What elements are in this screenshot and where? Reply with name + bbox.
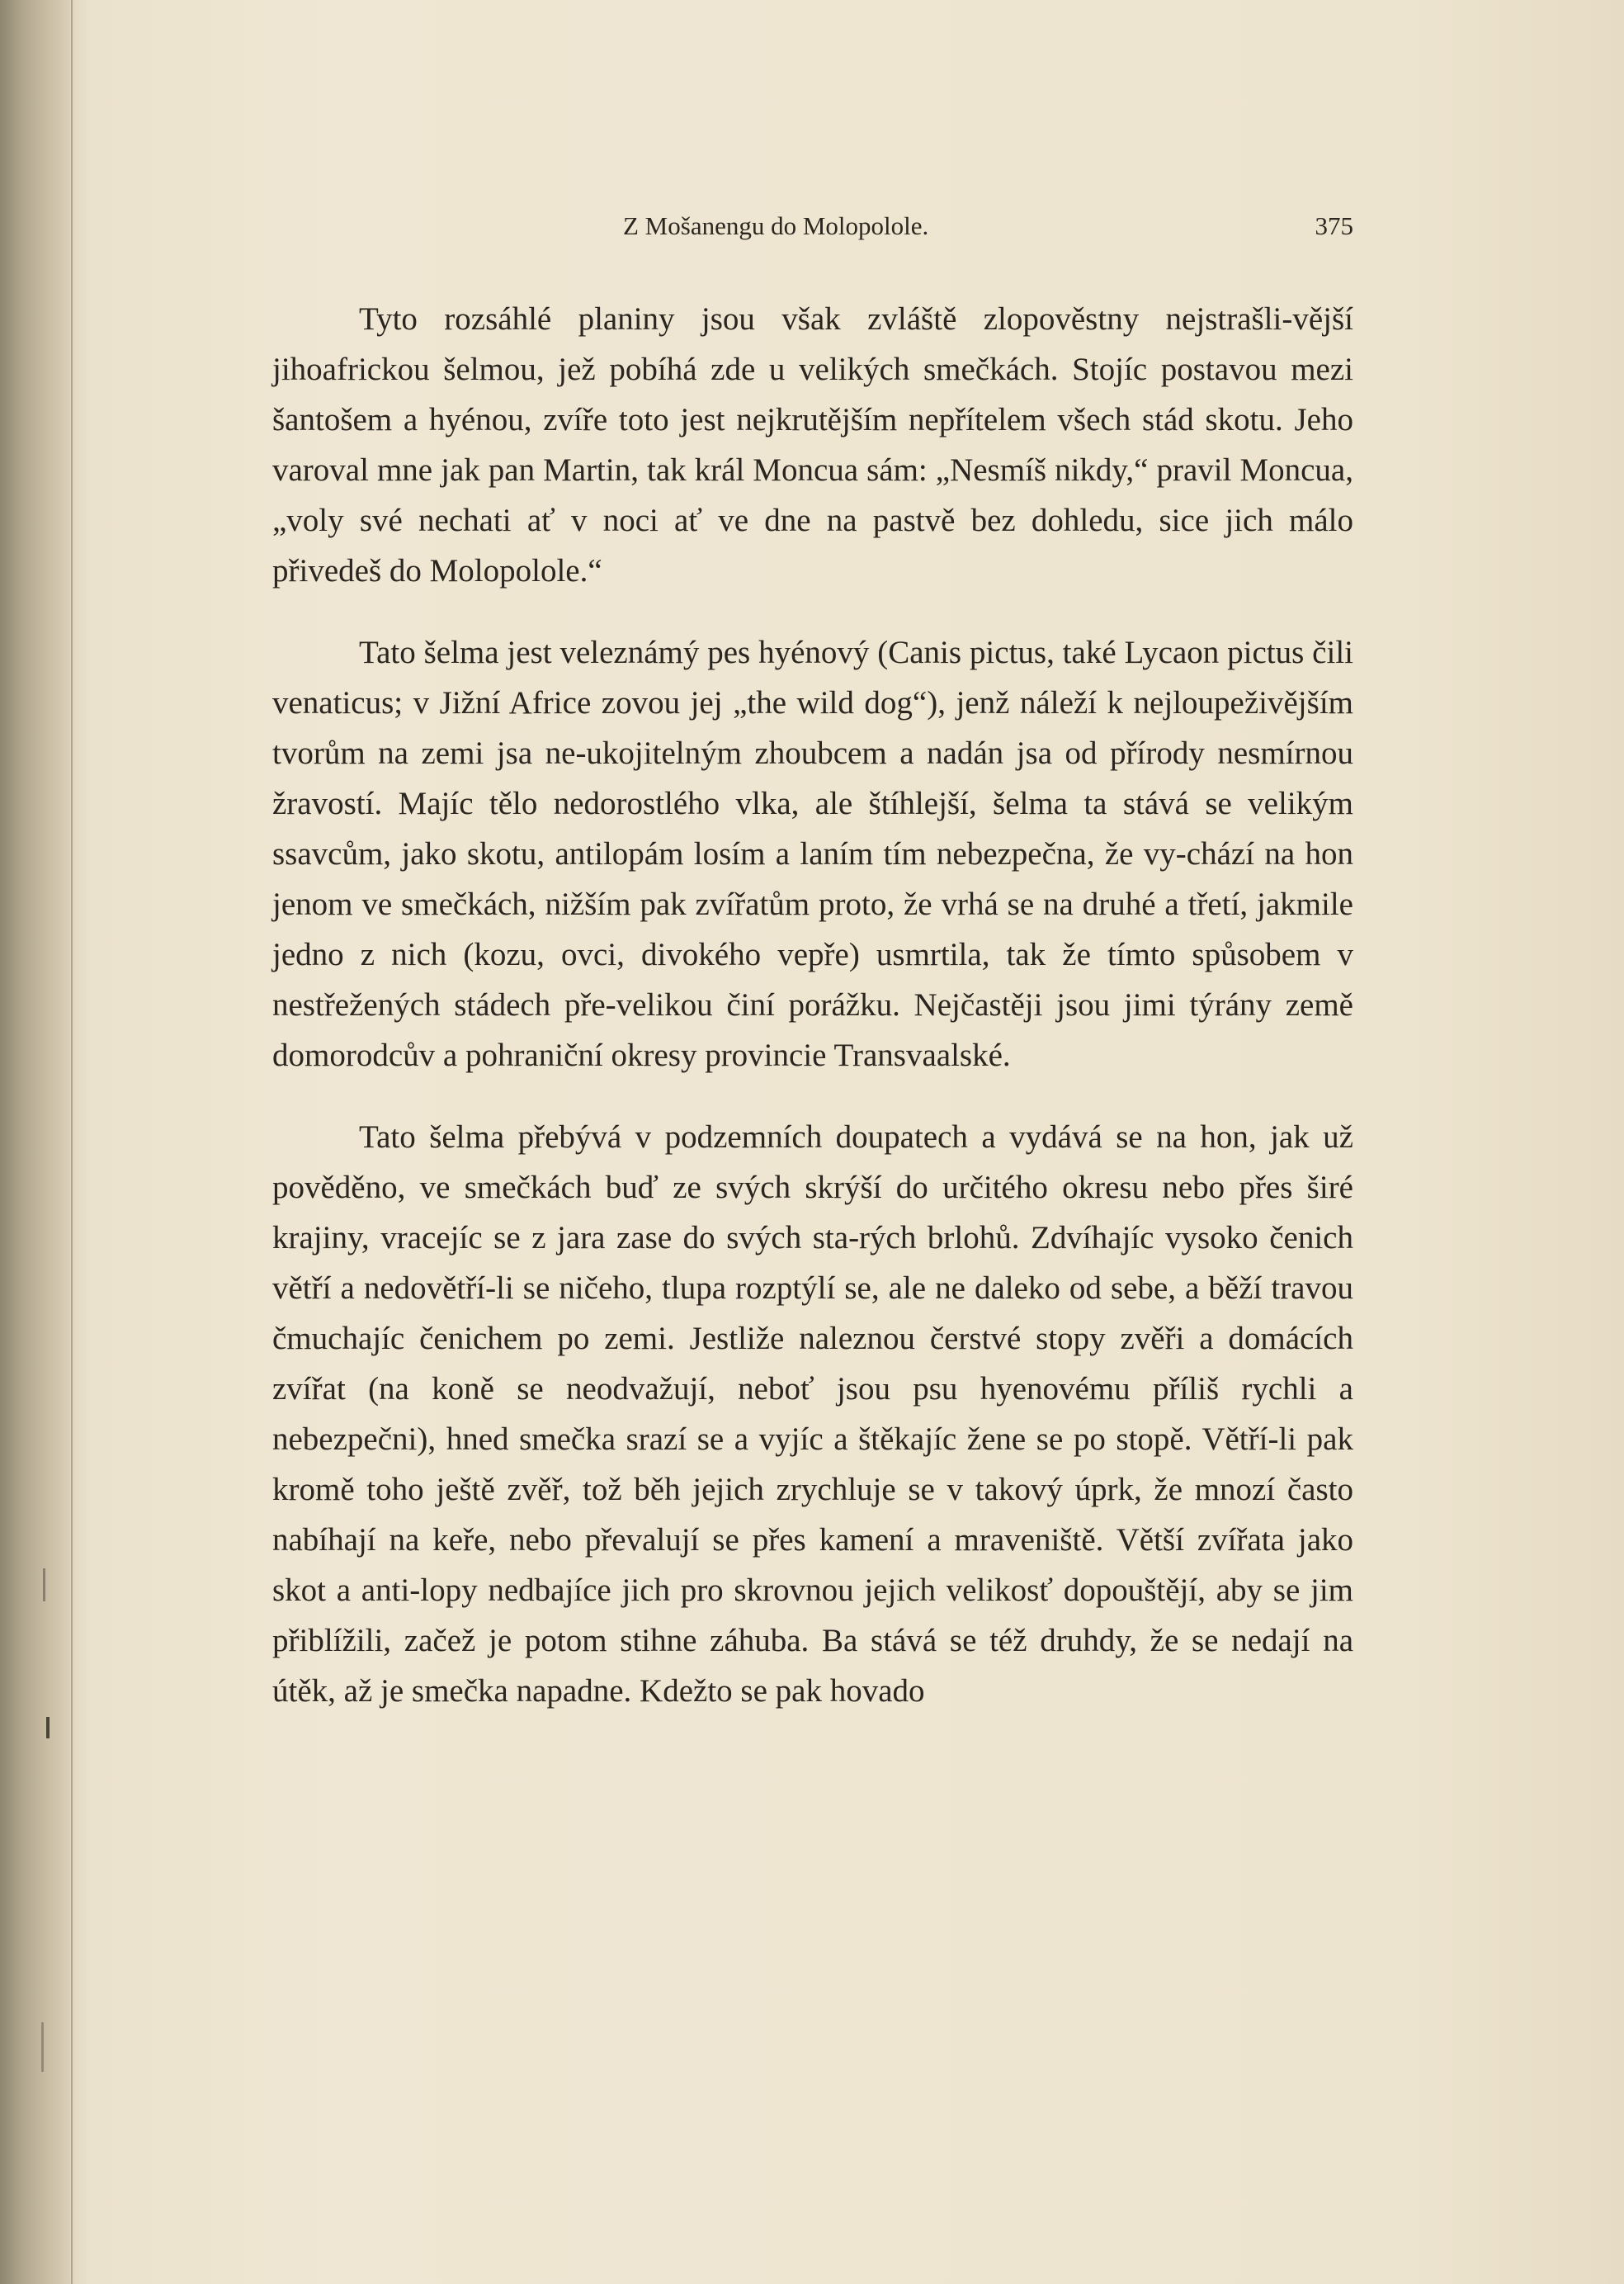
body-text — [272, 294, 1353, 1747]
page-number: 375 — [1315, 211, 1353, 240]
margin-speck — [43, 1568, 45, 1601]
paragraph-2: Tato šelma jest veleznámý pes hyénový (Canis pictus, také Lycaon pictus čili venaticus; v Jižní Africe zovou jej „the wild dog“), jenž náleží k nejloupeživějším tvorům na zemi jsa ne-ukojitelným zhoubcem a nadán jsa od přírody nesmírnou žravostí. Majíc tělo nedorostlého vlka, ale štíhlejší, šelma ta stává se velikým ssavcům, jako skotu, antilopám losím a laním tím nebezpečna, že vy-chází na hon jenom ve smečkách, nižším pak zvířatům proto, že vrhá se na druhé a třetí, jakmile jedno z nich (kozu, ovci, divokého vepře) usmrtila, tak že tímto spůsobem v nestřežených stádech pře-velikou činí porážku. Nejčastěji jsou jimi týrány země domorodcův a pohraniční okresy provincie Transvaalské. — [272, 635, 1353, 1073]
book-spine-shadow — [0, 0, 76, 2284]
paragraph-1: Tyto rozsáhlé planiny jsou však zvláště zlopověstny nejstrašli-vější jihoafrickou šelmou, jež pobíhá zde u velikých smečkách. Stojíc postavou mezi šantošem a hyénou, zvíře toto jest nejkrutějším nepřítelem všech stád skotu. Jeho varoval mne jak pan Martin, tak král Moncua sám: „Nesmíš nikdy,“ pravil Moncua, „voly své nechati ať v noci ať ve dne na pastvě bez dohledu, sice jich málo přivedeš do Molopolole.“ — [272, 301, 1353, 589]
page-header — [272, 211, 1353, 253]
page-edge-line — [71, 0, 73, 2284]
margin-speck — [41, 2022, 44, 2072]
margin-speck — [46, 1717, 50, 1738]
paragraph-3: Tato šelma přebývá v podzemních doupatech a vydává se na hon, jak už pověděno, ve smečkách buď ze svých skrýší do určitého okresu nebo přes širé krajiny, vracejíc se z jara zase do svých sta-rých brlohů. Zdvíhajíc vysoko čenich větří a nedovětří-li se ničeho, tlupa rozptýlí se, ale ne daleko od sebe, a běží travou čmuchajíc čenichem po zemi. Jestliže naleznou čerstvé stopy zvěři a domácích zvířat (na koně se neodvažují, neboť jsou psu hyenovému příliš rychli a nebezpečni), hned smečka srazí se a vyjíc a štěkajíc žene se po stopě. Větří-li pak kromě toho ještě zvěř, tož běh jejich zrychluje se v takový úprk, že mnozí často nabíhají na keře, nebo převalují se přes kamení a mraveniště. Větší zvířata jako skot a anti-lopy nedbajíce jich pro skrovnou jejich velikosť dopouštějí, aby se jim přiblížili, začež je potom stihne záhuba. Ba stává se též druhdy, že se nedají na útěk, až je smečka napadne. Kdežto se pak hovado — [272, 1119, 1353, 1709]
running-title: Z Mošanengu do Molopolole. — [623, 211, 929, 240]
